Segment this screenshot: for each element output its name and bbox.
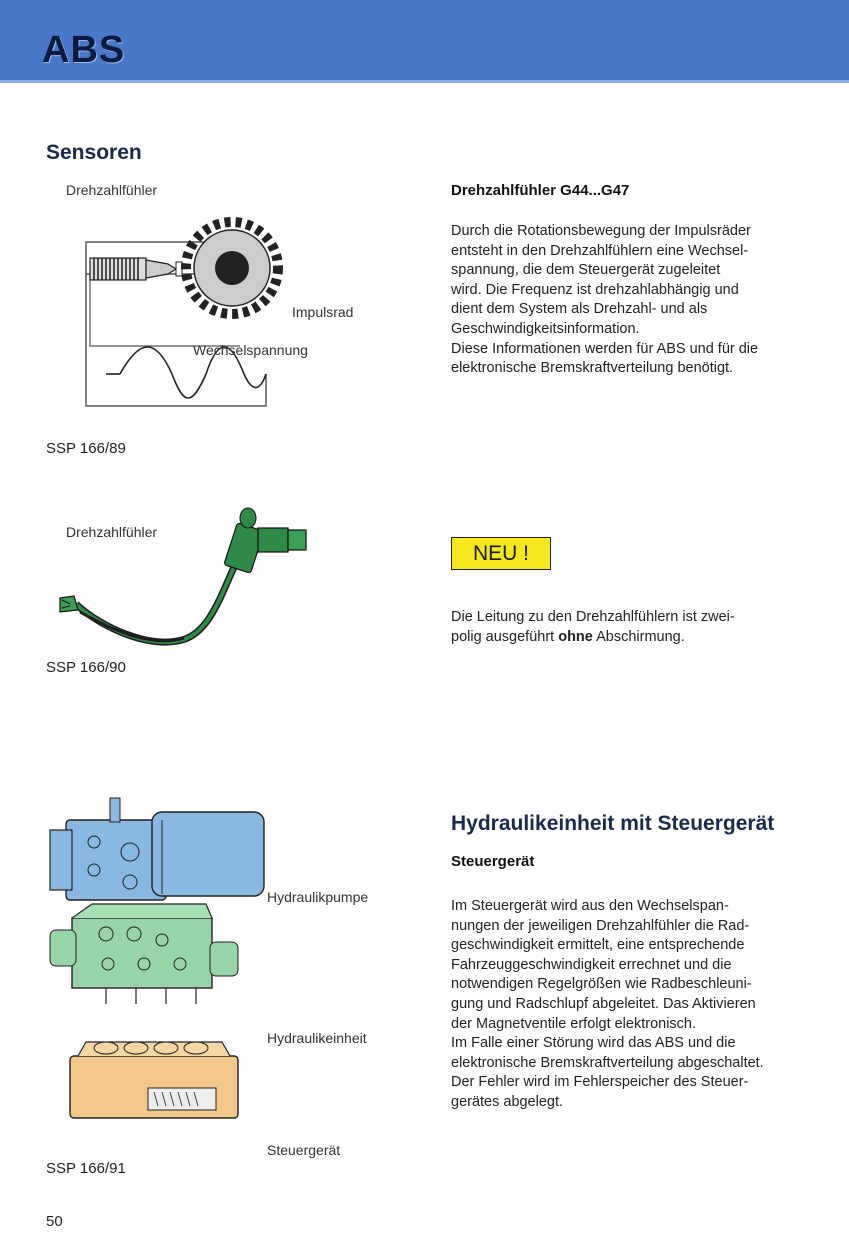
- paragraph-line: [451, 628, 831, 648]
- figure-label-hydraulikpumpe: Hydraulikpumpe: [267, 889, 369, 905]
- paragraph-drehzahlfuehler: [451, 222, 831, 379]
- paragraph-line: elektronische Bremskraftverteilung benötigt.: [451, 360, 734, 377]
- paragraph-line: der Magnetventile erfolgt elektronisch.: [451, 1015, 697, 1032]
- paragraph-line: Der Fehler wird im Fehlerspeicher des Steuer-: [451, 1074, 749, 1091]
- text-emphasis: ohne: [558, 628, 593, 645]
- paragraph-line: dient dem System als Drehzahl- und als: [451, 301, 708, 318]
- heading-drehzahlfuehler: Drehzahlfühler G44...G47: [451, 182, 630, 199]
- figure-label-hydraulikeinheit: Hydraulikeinheit: [267, 1030, 367, 1046]
- figure-label-wechselspannung: Wechselspannung: [193, 342, 308, 358]
- section-title-sensoren: Sensoren: [46, 141, 142, 164]
- figure-caption-2: SSP 166/90: [46, 659, 126, 676]
- hydraulic-unit-illustration: [44, 790, 274, 1135]
- heading-steuergeraet: Steuergerät: [451, 853, 535, 870]
- paragraph-line: Geschwindigkeitsinformation.: [451, 320, 640, 337]
- new-badge: NEU !: [451, 537, 551, 570]
- header-divider: [0, 80, 849, 83]
- figure-label-steuergeraet: Steuergerät: [267, 1142, 341, 1158]
- paragraph-line: Im Falle einer Störung wird das ABS und die: [451, 1035, 736, 1052]
- figure-label-drehzahlfuehler: Drehzahlfühler: [66, 182, 158, 198]
- figure-label-impulsrad: Impulsrad: [292, 304, 354, 320]
- paragraph-line: Durch die Rotationsbewegung der Impulsräder: [451, 223, 751, 239]
- page-title: ABS: [42, 29, 126, 71]
- paragraph-line: notwendigen Regelgrößen wie Radbeschleuni-: [451, 976, 752, 993]
- paragraph-line: Diese Informationen werden für ABS und für die: [451, 340, 759, 357]
- figure-caption-1: SSP 166/89: [46, 440, 126, 457]
- text-segment: Abschirmung.: [592, 628, 685, 645]
- paragraph-steuergeraet: [451, 897, 841, 1113]
- paragraph-line: spannung, die dem Steuergerät zugeleitet: [451, 262, 721, 279]
- paragraph-line: geschwindigkeit ermittelt, eine entsprechende: [451, 937, 745, 954]
- paragraph-line: nungen der jeweiligen Drehzahlfühler die Rad-: [451, 917, 750, 934]
- paragraph-line: gerätes abgelegt.: [451, 1093, 564, 1110]
- figure-caption-3: SSP 166/91: [46, 1160, 126, 1177]
- section-title-hydraulikeinheit: Hydraulikeinheit mit Steuergerät: [451, 812, 775, 835]
- paragraph-leitung: [451, 608, 831, 647]
- paragraph-line: entsteht in den Drehzahlfühlern eine Wechsel-: [451, 242, 749, 259]
- page-number: 50: [46, 1213, 63, 1230]
- paragraph-line: gung und Radschlupf abgeleitet. Das Aktivieren: [451, 995, 756, 1012]
- text-segment: polig ausgeführt: [451, 628, 559, 645]
- paragraph-line: Die Leitung zu den Drehzahlfühlern ist zwei-: [451, 609, 735, 625]
- paragraph-line: Im Steuergerät wird aus den Wechselspan-: [451, 898, 729, 914]
- paragraph-line: wird. Die Frequenz ist drehzahlabhängig und: [451, 281, 739, 298]
- sensor-cable-illustration: [52, 500, 312, 660]
- header-banner: [0, 0, 849, 80]
- paragraph-line: Fahrzeuggeschwindigkeit errechnet und die: [451, 956, 732, 973]
- sensor-diagram: [60, 210, 300, 410]
- figure-label-drehzahlfuehler-2: Drehzahlfühler: [66, 524, 158, 540]
- paragraph-line: elektronische Bremskraftverteilung abgeschaltet.: [451, 1054, 764, 1071]
